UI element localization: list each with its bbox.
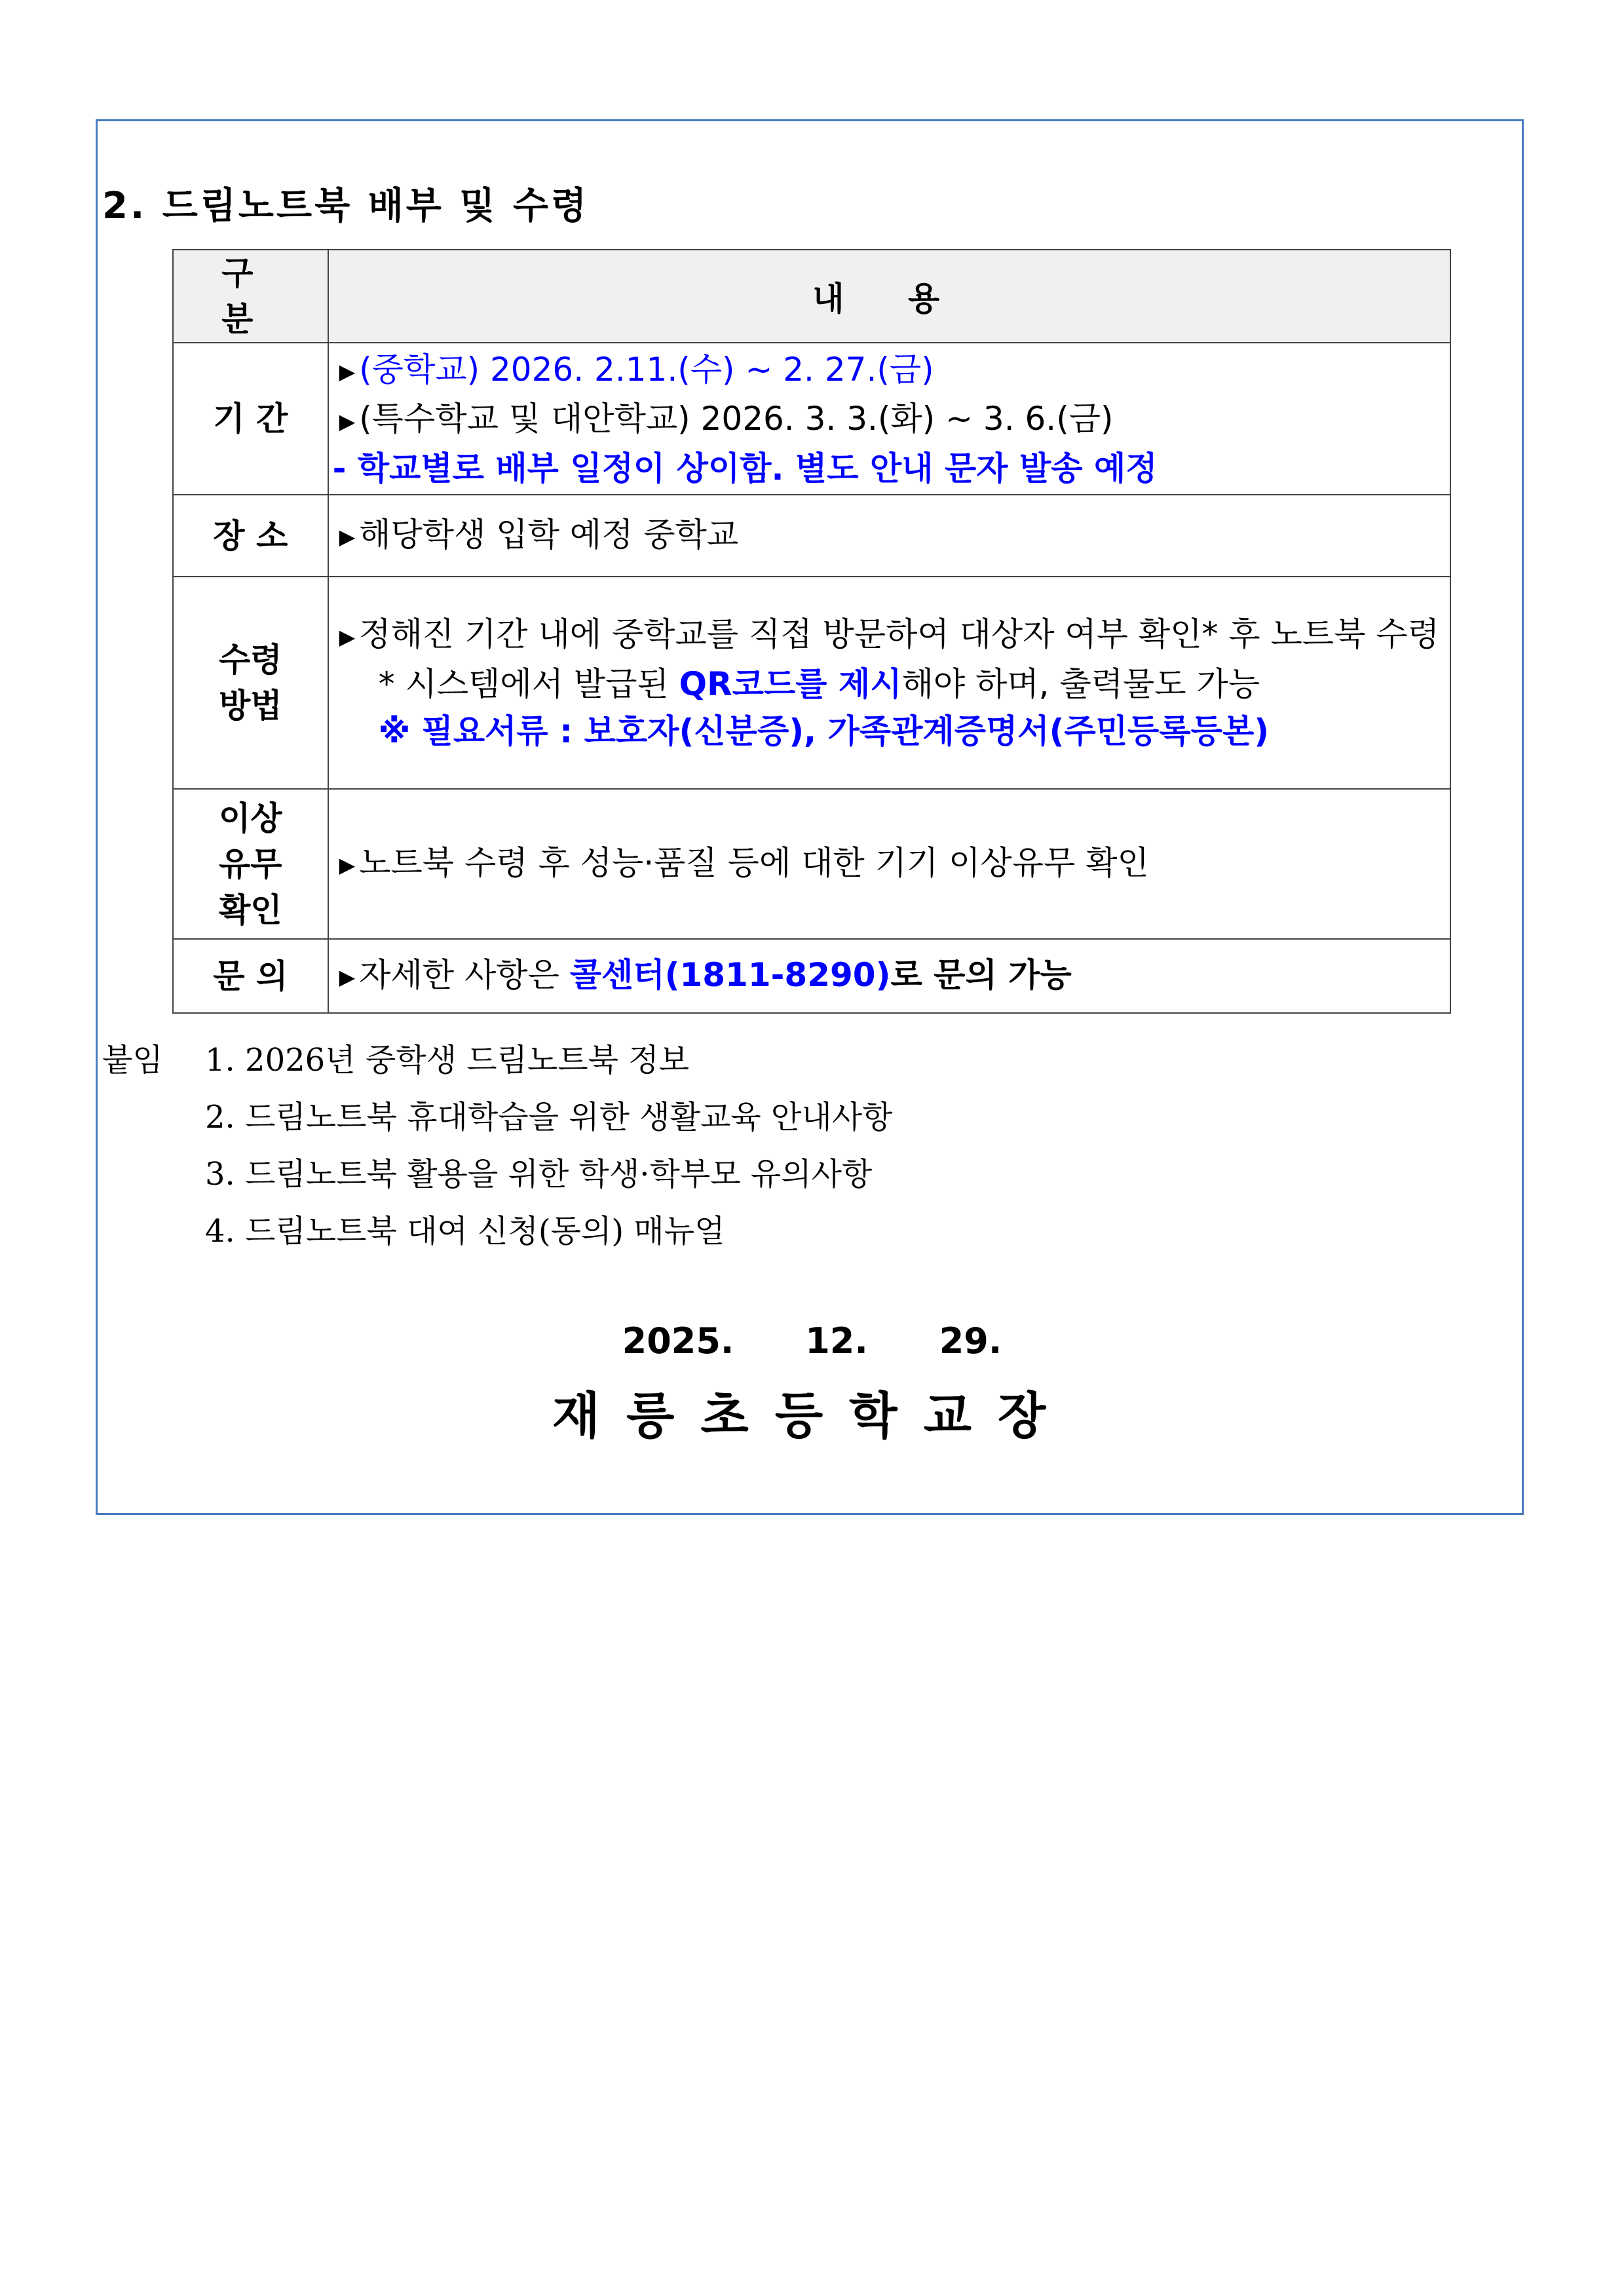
defect-text: 노트북 수령 후 성능·품질 등에 대한 기기 이상유무 확인	[359, 843, 1149, 882]
table-row-place	[173, 495, 1450, 577]
attachment-item: 1. 2026년 중학생 드림노트북 정보	[205, 1042, 690, 1079]
bullet-triangle-icon: ▶	[339, 408, 356, 434]
section-heading: 2. 드림노트북 배부 및 수령	[102, 185, 590, 227]
bullet-triangle-icon: ▶	[339, 524, 356, 550]
call-center-number: 콜센터(1811-8290)	[569, 955, 891, 994]
attachments	[102, 1032, 892, 1260]
document-date: 2025. 12. 29.	[622, 1320, 1002, 1362]
period-middle-school: (중학교) 2026. 2.11.(수) ~ 2. 27.(금)	[359, 350, 934, 389]
table-row-method	[173, 577, 1450, 789]
attachment-item: 3. 드림노트북 활용을 위한 학생·학부모 유의사항	[205, 1156, 873, 1193]
method-required-docs: ※ 필요서류 : 보호자(신분증), 가족관계증명서(주민등록등본)	[378, 712, 1270, 750]
header-category: 구 분	[173, 250, 328, 343]
method-line-2-pre: * 시스템에서 발급된	[378, 664, 679, 703]
defect-label-3: 확인	[218, 890, 282, 929]
bullet-triangle-icon: ▶	[339, 359, 356, 384]
table-row-defect	[173, 789, 1450, 939]
period-special-school: (특수학교 및 대안학교) 2026. 3. 3.(화) ~ 3. 6.(금)	[359, 400, 1114, 438]
method-line-2-post: 해야 하며, 출력물도 가능	[901, 664, 1260, 703]
defect-label-2: 유무	[218, 845, 282, 883]
signature-school-principal: 재릉초등학교장	[552, 1387, 1072, 1445]
bullet-triangle-icon: ▶	[339, 965, 356, 990]
place-text: 해당학생 입학 예정 중학교	[359, 515, 739, 554]
distribution-table	[172, 249, 1451, 1014]
table-row-inquiry	[173, 939, 1450, 1013]
period-note: - 학교별로 배부 일정이 상이함. 별도 안내 문자 발송 예정	[332, 449, 1158, 488]
method-label-2: 방법	[218, 687, 282, 725]
period-label: 기 간	[173, 343, 328, 495]
header-content: 내 용	[328, 250, 1450, 343]
attachment-item: 4. 드림노트북 대여 신청(동의) 매뉴얼	[205, 1213, 725, 1250]
bullet-triangle-icon: ▶	[339, 624, 356, 649]
method-label-1: 수령	[218, 641, 282, 679]
table-row-period	[173, 343, 1450, 495]
inquiry-label: 문 의	[173, 939, 328, 1013]
inquiry-post: 로 문의 가능	[890, 955, 1072, 994]
inquiry-pre: 자세한 사항은	[359, 955, 570, 994]
place-label: 장 소	[173, 495, 328, 577]
attachments-label: 붙임	[102, 1042, 163, 1079]
defect-label-1: 이상	[218, 799, 282, 837]
table-header-row	[173, 250, 1450, 343]
method-qr-code-note: QR코드를 제시	[679, 664, 902, 703]
bullet-triangle-icon: ▶	[339, 852, 356, 878]
method-line-1: 정해진 기간 내에 중학교를 직접 방문하여 대상자 여부 확인* 후 노트북 수령	[359, 615, 1439, 654]
attachment-item: 2. 드림노트북 휴대학습을 위한 생활교육 안내사항	[205, 1099, 893, 1136]
